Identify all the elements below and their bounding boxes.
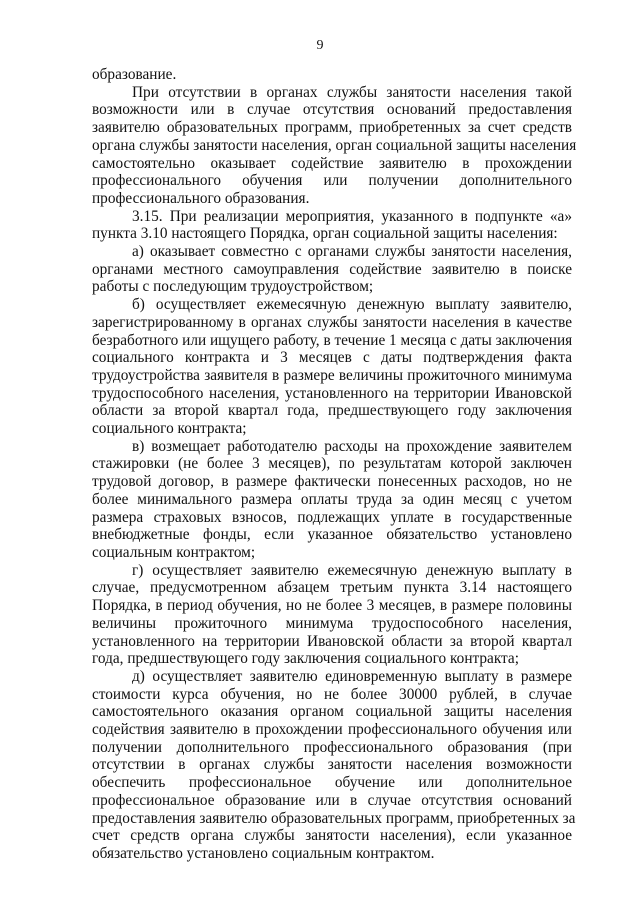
text-line: При отсутствии в органах службы занятости населения такой [132,83,572,101]
text-line: органами местного самоуправления содействие заявителю в поиске [92,260,572,278]
text-line: стажировки (не более 3 месяцев), по результатам которой заключен [92,455,572,473]
text-line: д) осуществляет заявителю единовременную выплату в размере [132,667,572,685]
text-line: заявителю образовательных программ, приобретенных за счет средств [92,119,572,137]
text-line: социального контракта и 3 месяцев с даты подтверждения факта [92,349,572,367]
text-line: более минимального размера оплаты труда за один месяц с учетом [92,490,572,508]
text-line: внебюджетные фонды, если указанное обязательство установлено [92,526,572,544]
text-line: трудоспособного населения, установленного на территории Ивановской [92,384,572,402]
text-line: обеспечить профессиональное обучение или дополнительное [92,774,572,792]
text-line: установленного на территории Ивановской области за второй квартал [92,632,572,650]
text-line: обязательство установлено социальным контрактом. [92,844,435,862]
text-line: образование. [92,66,177,83]
text-line: в) возмещает работодателю расходы на прохождение заявителем [132,437,572,455]
text-line: размера страховых взносов, подлежащих уплате в государственные [92,508,572,526]
text-line: величины прожиточного минимума трудоспособного населения, [92,614,572,632]
text-line: возможности или в случае отсутствия оснований предоставления [92,101,572,119]
text-line: социального контракта; [92,420,247,438]
text-line: отсутствии в органах службы занятости населения возможности [92,756,572,774]
text-line: социальным контрактом; [92,543,256,561]
text-line: трудоустройства заявителя в размере величины прожиточного минимума [92,366,572,384]
text-line: самостоятельно оказывает содействие заявителю в прохождении [92,154,572,172]
text-line: профессионального обучения или получении дополнительного [92,172,572,190]
text-line: 3.15. При реализации мероприятия, указанного в подпункте «а» [132,207,572,225]
text-line: профессионального образования. [92,189,310,207]
text-line: самостоятельного оказания органом социальной защиты населения [92,703,572,721]
text-line: б) осуществляет ежемесячную денежную выплату заявителю, [132,296,572,314]
text-line: зарегистрированному в органах службы занятости населения в качестве [92,313,572,331]
text-line: органа службы занятости населения, орган социальной защиты населения [92,136,577,154]
text-line: Порядка, в период обучения, но не более 3 месяцев, в размере половины [92,597,572,615]
text-line: трудовой договор, в размере фактически понесенных расходов, но не [92,473,572,491]
text-line: года, предшествующего году заключения социального контракта; [92,650,519,668]
text-line: стоимости курса обучения, но не более 30000 рублей, в случае [92,685,572,703]
document-body [92,66,577,863]
page-number: 9 [316,38,324,53]
text-line: профессиональное образование или в случае отсутствия оснований [92,791,572,809]
text-line: содействия заявителю в прохождении профессионального обучения или [92,721,572,739]
text-line: безработного или ищущего работу, в течение 1 месяца с даты заключения [92,331,573,349]
text-line: области за второй квартал года, предшествующего году заключения [92,402,572,420]
text-line: а) оказывает совместно с органами службы занятости населения, [132,243,572,261]
text-line: пункта 3.10 настоящего Порядка, орган социальной защиты населения: [92,225,558,243]
text-line: получении дополнительного профессионального образования (при [92,738,572,756]
text-line: счет средств органа службы занятости населения), если указанное [92,827,572,845]
text-line: работы с последующим трудоустройством; [92,278,374,296]
text-line: предоставления заявителю образовательных программ, приобретенных за [92,809,576,827]
text-line: г) осуществляет заявителю ежемесячную денежную выплату в [132,561,572,579]
text-line: случае, предусмотренном абзацем третьим пункта 3.14 настоящего [92,579,572,597]
